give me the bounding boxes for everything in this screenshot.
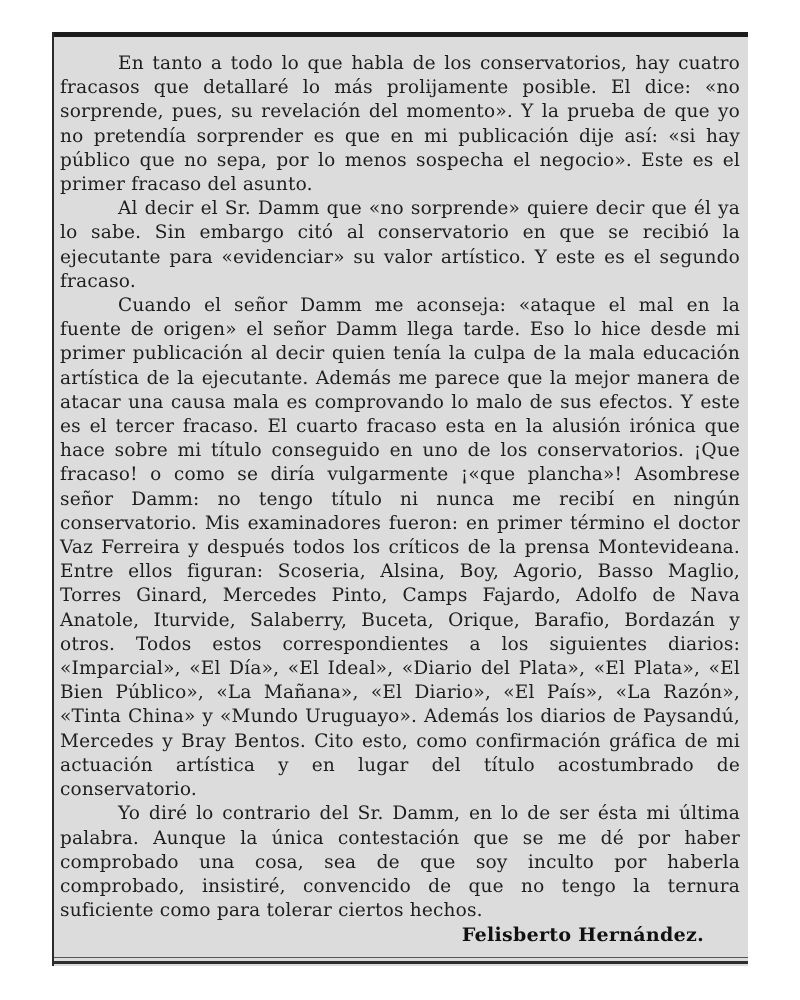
newspaper-clipping: [52, 32, 748, 966]
paragraph-3: Cuando el señor Damm me aconseja: «ataque el mal en la fuente de origen» el señor Damm llega tarde. Eso lo hice desde mi primer publicación al decir quien tenía la culpa de la mala educación artística de la ejecutante. Además me parece que la mejor manera de atacar una causa mala es comprovando lo malo de sus efectos. Y este es el tercer fracaso. El cuarto fracaso esta en la alusión irónica que hace sobre mi título conseguido en uno de los conservatorios. ¡Que fracaso! o como se diría vulgarmente ¡«que plancha»! Asombrese señor Damm: no tengo título ni nunca me recibí en ningún conservatorio. Mis examinadores fueron: en primer término el doctor Vaz Ferreira y después todos los críticos de la prensa Montevideana. Entre ellos figuran: Scoseria, Alsina, Boy, Agorio, Basso Maglio, Torres Ginard, Mercedes Pinto, Camps Fajardo, Adolfo de Nava Anatole, Iturvide, Salaberry, Buceta, Orique, Barafio, Bordazán y otros. Todos estos correspondientes a los siguientes diarios: «Imparcial», «El Día», «El Ideal», «Diario del Plata», «El Plata», «El Bien Público», «La Mañana», «El Diario», «El País», «La Razón», «Tinta China» y «Mundo Uruguayo». Además los diarios de Paysandú, Mercedes y Bray Bentos. Cito esto, como confirmación gráfica de mi actuación artística y en lugar del título acostumbrado de conservatorio.: [60, 295, 740, 801]
author-signature: Felisberto Hernández.: [461, 924, 704, 946]
top-rule: [54, 32, 748, 37]
paragraph-4: Yo diré lo contrario del Sr. Damm, en lo de ser ésta mi última palabra. Aunque la única contestación que se me dé por haber comprobado una cosa, sea de que soy inculto por haberla comprobado, insistiré, convencido de que no tengo la ternura suficiente como para tolerar ciertos hechos.: [60, 803, 740, 922]
bottom-rule-thin: [54, 957, 748, 958]
article-body: [60, 52, 740, 923]
bottom-rule: [54, 961, 748, 964]
paragraph-2: Al decir el Sr. Damm que «no sorprende» quiere decir que él ya lo sabe. Sin embargo citó al conservatorio en que se recibió la ejecutante para «evidenciar» su valor artístico. Y este es el segundo fracaso.: [60, 198, 740, 292]
paragraph-1: En tanto a todo lo que habla de los conservatorios, hay cuatro fracasos que detallaré lo más prolijamente posible. El dice: «no sorprende, pues, su revelación del momento». Y la prueba de que yo no pretendía sorprender es que en mi publicación dije así: «si hay público que no sepa, por lo menos sospecha el negocio». Este es el primer fracaso del asunto.: [60, 53, 740, 196]
